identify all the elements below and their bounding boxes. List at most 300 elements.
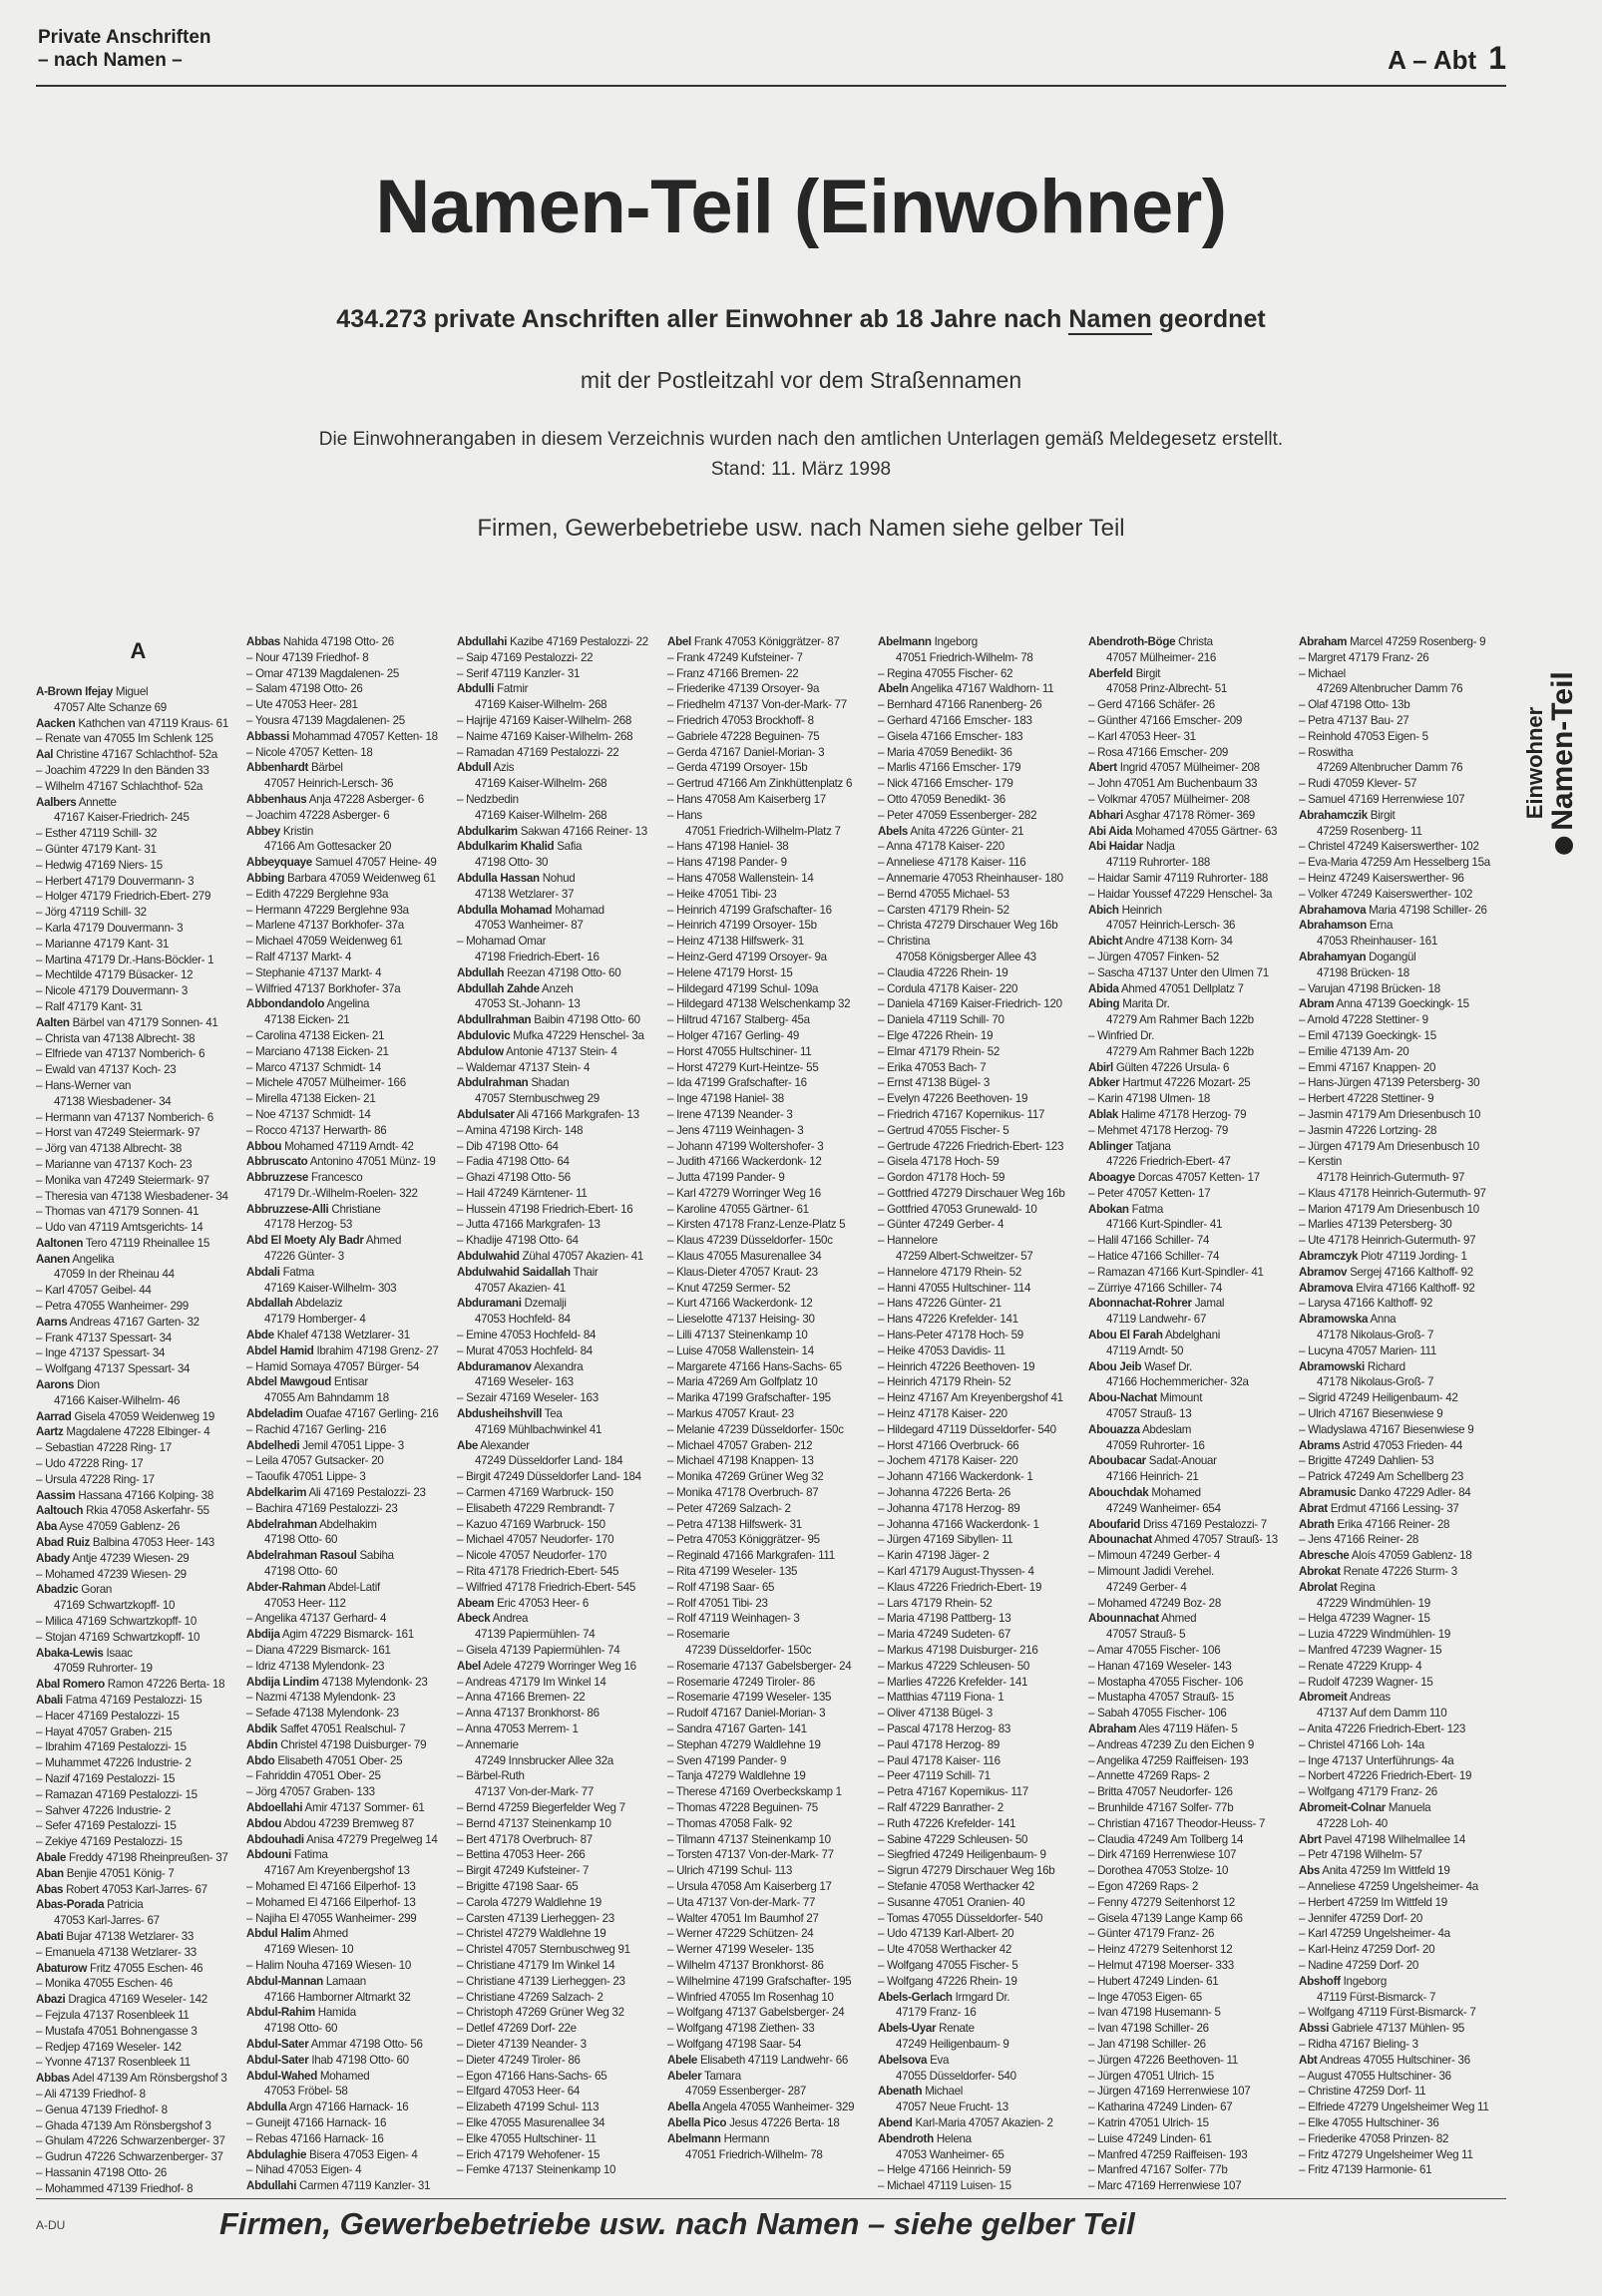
directory-entry xyxy=(667,1517,872,1533)
entry-detail: – Christina xyxy=(878,935,931,949)
entry-detail: 47179 Homberger- 4 xyxy=(264,1313,366,1327)
directory-entry xyxy=(36,1503,240,1519)
directory-entry xyxy=(1088,1737,1293,1753)
entry-detail: – Gordon 47178 Hoch- 59 xyxy=(878,1171,1005,1185)
entry-detail: 47053 Hochfeld- 84 xyxy=(475,1313,571,1327)
entry-detail: Marita Dr. xyxy=(1122,997,1170,1011)
entry-surname: Abramov xyxy=(1299,1265,1348,1279)
entry-surname: Aassim xyxy=(36,1488,76,1502)
directory-entry xyxy=(1299,1532,1503,1548)
directory-entry xyxy=(1088,1060,1293,1076)
entry-detail: – Muhammet 47226 Industrie- 2 xyxy=(36,1756,192,1770)
entry-detail: – Redjep 47169 Weseler- 142 xyxy=(36,2040,182,2054)
entry-detail: – Daniela 47169 Kaiser-Friedrich- 120 xyxy=(878,997,1062,1011)
directory-entry xyxy=(246,1990,451,2006)
entry-surname: Abels-Gerlach xyxy=(878,1990,953,2004)
entry-detail: – Haidar Samir 47119 Ruhrorter- 188 xyxy=(1088,871,1269,885)
entry-detail: – Esther 47119 Schill- 32 xyxy=(36,827,158,841)
entry-surname: Abbou xyxy=(246,1139,282,1153)
entry-detail: – Maria 47269 Am Golfplatz 10 xyxy=(667,1375,818,1389)
directory-entry xyxy=(457,903,661,919)
directory-entry xyxy=(1299,2021,1503,2037)
entry-detail: – Stephanie 47137 Markt- 4 xyxy=(246,965,382,979)
directory-entry xyxy=(878,1659,1082,1675)
entry-detail: – Hannelore 47179 Rhein- 52 xyxy=(878,1265,1022,1279)
entry-detail: – Frank 47137 Spessart- 34 xyxy=(36,1331,172,1344)
directory-entry xyxy=(1299,2084,1503,2100)
entry-detail: – Herbert 47179 Douvermann- 3 xyxy=(36,874,195,888)
entry-surname: Abdulla xyxy=(246,2101,287,2114)
directory-entry xyxy=(878,2178,1082,2194)
entry-detail: – Jürgen 47169 Herrenwiese 107 xyxy=(1088,2085,1251,2099)
entry-detail: – Nick 47166 Emscher- 179 xyxy=(878,777,1013,791)
entry-detail: 47169 Schwartzkopff- 10 xyxy=(54,1599,176,1613)
directory-entry xyxy=(667,1453,872,1469)
entry-detail: – Rudolf 47239 Wagner- 15 xyxy=(1299,1675,1433,1689)
entry-detail: – Carola 47279 Waldlehne 19 xyxy=(457,1895,601,1909)
entry-detail: – Jörg 47057 Graben- 133 xyxy=(246,1785,375,1799)
entry-detail: – Marlies 47139 Petersberg- 30 xyxy=(1299,1218,1452,1232)
column-body xyxy=(457,634,661,2178)
entry-surname: Abdulow xyxy=(457,1044,504,1058)
entry-detail: 47053 Wanheimer- 65 xyxy=(896,2147,1004,2161)
entry-detail: – Angelika 47259 Raiffeisen- 193 xyxy=(1088,1753,1249,1767)
entry-detail: – Johanna 47226 Berta- 26 xyxy=(878,1486,1011,1500)
entry-detail: – Heinz 47138 Hilfswerk- 31 xyxy=(667,935,804,949)
entry-detail: – Udo 47228 Ring- 17 xyxy=(36,1457,144,1471)
entry-detail: – Carolina 47138 Eicken- 21 xyxy=(246,1028,385,1042)
directory-entry xyxy=(1299,697,1503,713)
entry-surname: Abdik xyxy=(246,1722,277,1735)
entry-surname: Abbing xyxy=(246,871,285,885)
entry-detail: – Renate 47229 Krupp- 4 xyxy=(1299,1659,1422,1673)
entry-surname: Ablak xyxy=(1088,1107,1119,1121)
entry-detail: – Hatice 47166 Schiller- 74 xyxy=(1088,1250,1220,1264)
directory-entry xyxy=(1088,1374,1293,1390)
directory-entry xyxy=(36,1803,240,1819)
entry-detail: Bujar 47138 Wetzlarer- 33 xyxy=(66,1929,195,1943)
entry-detail: Adel 47139 Am Rönsbergshof 3 xyxy=(72,2072,227,2086)
directory-entry xyxy=(878,1390,1082,1406)
directory-entry xyxy=(1088,2100,1293,2115)
directory-entry xyxy=(1299,2053,1503,2069)
directory-entry xyxy=(457,981,661,997)
directory-entry xyxy=(1088,634,1293,650)
entry-surname: Abbondandolo xyxy=(246,997,325,1011)
entry-detail: Kristin xyxy=(282,824,313,838)
directory-entry xyxy=(1088,981,1293,997)
directory-entry xyxy=(878,950,1082,965)
entry-detail: Thair xyxy=(573,1265,599,1279)
entry-detail: – Haidar Youssef 47229 Henschel- 3a xyxy=(1088,887,1273,901)
entry-surname: Aanen xyxy=(36,1252,70,1266)
directory-entry xyxy=(1088,1580,1293,1596)
entry-detail: 47166 Hochemmericher- 32a xyxy=(1106,1375,1249,1389)
directory-entry xyxy=(36,1236,240,1252)
directory-entry xyxy=(878,2021,1082,2037)
entry-detail: – Herbert 47259 Im Wittfeld 19 xyxy=(1299,1895,1447,1909)
entry-surname: Abbruscato xyxy=(246,1155,308,1169)
entry-detail: – Gisela 47166 Emscher- 183 xyxy=(878,729,1023,743)
entry-detail: Ammar 47198 Otto- 56 xyxy=(310,2037,423,2051)
entry-detail: – Ramazan 47166 Kurt-Spindler- 41 xyxy=(1088,1265,1264,1279)
entry-surname: Abdelkarim xyxy=(246,1486,307,1500)
entry-surname: Abdali xyxy=(246,1265,280,1279)
entry-detail: Argn 47166 Harnack- 16 xyxy=(288,2101,409,2114)
entry-detail: Anna xyxy=(1370,1313,1397,1327)
directory-entry xyxy=(246,1485,451,1501)
entry-surname: Abdel Hamid xyxy=(246,1343,314,1357)
entry-detail: Rkia 47058 Askerfahr- 55 xyxy=(86,1504,209,1518)
directory-entry xyxy=(36,1361,240,1377)
entry-surname: Abdullahi xyxy=(246,2179,297,2193)
entry-detail: – Knut 47259 Sermer- 52 xyxy=(667,1281,791,1295)
entry-detail: – Yousra 47139 Magdalenen- 25 xyxy=(246,713,405,727)
directory-entry xyxy=(667,760,872,776)
directory-entry xyxy=(1088,1564,1293,1580)
entry-detail: Khalef 47138 Wetzlarer- 31 xyxy=(276,1329,410,1342)
directory-entry xyxy=(246,1012,451,1028)
entry-surname: Abdullah xyxy=(457,965,505,979)
directory-entry xyxy=(667,1469,872,1485)
entry-detail: – Tomas 47055 Düsseldorfer- 540 xyxy=(878,1911,1043,1925)
entry-detail: 47053 Fröbel- 58 xyxy=(264,2085,348,2099)
directory-entry xyxy=(667,776,872,792)
entry-detail: Erna xyxy=(1369,919,1394,933)
directory-entry xyxy=(878,1548,1082,1564)
directory-entry xyxy=(878,981,1082,997)
entry-detail: – Judith 47166 Wackerdonk- 12 xyxy=(667,1155,822,1169)
directory-entry xyxy=(1299,1690,1503,1706)
directory-entry xyxy=(457,1202,661,1218)
directory-entry xyxy=(36,1125,240,1141)
entry-surname: Abokan xyxy=(1088,1202,1129,1216)
entry-surname: Abdul-Wahed xyxy=(246,2069,317,2083)
header-rule xyxy=(36,85,1506,87)
directory-entry xyxy=(1299,1170,1503,1186)
directory-entry xyxy=(36,2103,240,2118)
entry-detail: Jemil 47051 Lippe- 3 xyxy=(302,1438,404,1452)
entry-surname: Abdallah xyxy=(246,1297,293,1311)
entry-detail: – Anna 47053 Merrem- 1 xyxy=(457,1722,579,1735)
entry-detail: – Ulrich 47199 Schul- 113 xyxy=(667,1864,793,1878)
directory-entry xyxy=(1088,1596,1293,1612)
entry-detail: Irmgard Dr. xyxy=(955,1990,1010,2004)
directory-entry xyxy=(36,1519,240,1535)
entry-detail: Kathchen van 47119 Kraus- 61 xyxy=(78,716,228,730)
entry-surname: Aberfeld xyxy=(1088,666,1133,680)
entry-detail: Mufka 47229 Henschel- 3a xyxy=(513,1028,644,1042)
entry-detail: – Joachim 47229 In den Bänden 33 xyxy=(36,763,209,777)
directory-entry xyxy=(1299,713,1503,729)
entry-detail: – Taoufik 47051 Lippe- 3 xyxy=(246,1470,366,1484)
entry-detail: – Maria 47249 Sudeten- 67 xyxy=(878,1628,1011,1642)
entry-detail: – Erika 47053 Bach- 7 xyxy=(878,1060,987,1074)
directory-entry xyxy=(878,808,1082,824)
entry-detail: – Wolfgang 47137 Gabelsberger- 24 xyxy=(667,2006,845,2020)
directory-entry xyxy=(1088,918,1293,934)
entry-detail: 47053 Rheinhauser- 161 xyxy=(1317,935,1438,949)
entry-detail: 47249 Innsbrucker Allee 32a xyxy=(475,1753,613,1767)
directory-entry xyxy=(878,1028,1082,1044)
entry-detail: – Dorothea 47053 Stolze- 10 xyxy=(1088,1864,1229,1878)
directory-entry xyxy=(667,1958,872,1974)
directory-entry xyxy=(878,1942,1082,1958)
directory-entry xyxy=(1088,666,1293,682)
directory-entry xyxy=(246,1611,451,1627)
directory-entry xyxy=(1088,1863,1293,1879)
entry-detail: – Jennifer 47259 Dorf- 20 xyxy=(1299,1911,1422,1925)
entry-detail: – Edith 47229 Berglehne 93a xyxy=(246,887,389,901)
directory-entry xyxy=(1088,808,1293,824)
entry-detail: – Wolfgang 47198 Saar- 54 xyxy=(667,2037,802,2051)
entry-detail: – Karla 47179 Douvermann- 3 xyxy=(36,921,184,935)
entry-detail: – Paul 47178 Kaiser- 116 xyxy=(878,1753,1001,1767)
directory-entry xyxy=(667,1974,872,1990)
directory-entry xyxy=(878,855,1082,871)
directory-entry xyxy=(878,1737,1082,1753)
directory-entry xyxy=(878,965,1082,981)
directory-entry xyxy=(667,1895,872,1911)
directory-entry xyxy=(457,1532,661,1548)
entry-detail: – Petra 47055 Wanheimer- 299 xyxy=(36,1300,189,1314)
entry-detail: – Anneliese 47178 Kaiser- 116 xyxy=(878,856,1026,870)
entry-detail: Erika 47166 Reiner- 28 xyxy=(1337,1517,1450,1531)
entry-detail: – Günter 47179 Franz- 26 xyxy=(1088,1927,1215,1941)
directory-entry xyxy=(878,996,1082,1012)
directory-entry xyxy=(1299,1281,1503,1297)
entry-detail: 47119 Fürst-Bismarck- 7 xyxy=(1317,1990,1436,2004)
directory-entry xyxy=(36,1267,240,1283)
entry-detail: – Hans 47198 Pander- 9 xyxy=(667,856,787,870)
footer-code: A-DU xyxy=(36,2218,66,2232)
directory-entry xyxy=(36,1709,240,1724)
entry-surname: Aaltonen xyxy=(36,1236,84,1250)
directory-entry xyxy=(36,1204,240,1220)
directory-entry xyxy=(457,2053,661,2069)
entry-detail: Erdmut 47166 Lessing- 37 xyxy=(1330,1501,1459,1515)
entry-detail: – Hiltrud 47167 Stalberg- 45a xyxy=(667,1013,810,1027)
entry-detail: – Ruth 47226 Krefelder- 141 xyxy=(878,1816,1016,1830)
entry-detail: – Omar 47139 Magdalenen- 25 xyxy=(246,666,400,680)
entry-detail: Robert 47053 Karl-Jarres- 67 xyxy=(66,1882,207,1896)
entry-detail: Tero 47119 Rheinallee 15 xyxy=(85,1236,209,1250)
entry-detail: – Wilhelm 47167 Schlachthof- 52a xyxy=(36,779,202,793)
entry-detail: – Stojan 47169 Schwartzkopff- 10 xyxy=(36,1630,200,1644)
entry-surname: Abendroth xyxy=(878,2131,934,2145)
entry-detail: – Fritz 47279 Ungelsheimer Weg 11 xyxy=(1299,2147,1473,2161)
directory-entry xyxy=(246,2084,451,2100)
entry-detail: Fatma xyxy=(1131,1202,1163,1216)
entry-detail: Shadan xyxy=(531,1076,570,1090)
entry-detail: – Rosemarie 47199 Weseler- 135 xyxy=(667,1691,832,1705)
entry-surname: Abady xyxy=(36,1551,70,1565)
entry-detail: Jamal xyxy=(1194,1297,1225,1311)
directory-entry xyxy=(36,983,240,999)
entry-detail: Renate xyxy=(939,2022,975,2036)
entry-detail: – Hans xyxy=(667,808,702,822)
entry-detail: 47198 Otto- 60 xyxy=(264,1565,338,1579)
directory-entry xyxy=(246,839,451,855)
directory-entry xyxy=(878,1422,1082,1438)
directory-entry xyxy=(1088,839,1293,855)
column-body xyxy=(36,684,240,2197)
entry-detail: – Nihad 47053 Eigen- 4 xyxy=(246,2163,362,2177)
directory-entry xyxy=(246,1296,451,1312)
directory-entry xyxy=(457,1390,661,1406)
directory-entry xyxy=(667,1643,872,1659)
entry-detail: – Annemarie 47053 Rheinhauser- 180 xyxy=(878,871,1063,885)
entry-surname: Abadzic xyxy=(36,1583,79,1597)
entry-detail: 47137 Von-der-Mark- 77 xyxy=(475,1785,595,1799)
directory-entry xyxy=(667,1722,872,1737)
entry-detail: Ingrid 47057 Mülheimer- 208 xyxy=(1119,761,1260,775)
entry-detail: – Stephan 47279 Waldlehne 19 xyxy=(667,1737,821,1751)
directory-entry xyxy=(667,1611,872,1627)
entry-detail: – Dirk 47169 Herrenwiese 107 xyxy=(1088,1848,1237,1862)
section-letter: A xyxy=(130,638,147,663)
entry-detail: 47279 Am Rahmer Bach 122b xyxy=(1106,1013,1254,1027)
directory-entry xyxy=(246,1328,451,1343)
entry-detail: Ouafae 47167 Gerling- 216 xyxy=(305,1407,439,1421)
entry-detail: – Gerda 47167 Daniel-Morian- 3 xyxy=(667,745,825,759)
entry-detail: Anja 47228 Asberger- 6 xyxy=(308,792,424,806)
directory-entry xyxy=(246,934,451,950)
directory-entry xyxy=(36,1094,240,1110)
entry-detail: – Horst 47279 Kurt-Heintze- 55 xyxy=(667,1060,819,1074)
entry-detail: 47198 Otto- 60 xyxy=(264,1533,338,1547)
entry-detail: – Johanna 47166 Wackerdonk- 1 xyxy=(878,1517,1039,1531)
directory-entry xyxy=(36,731,240,747)
entry-detail: Nadja xyxy=(1145,840,1175,854)
directory-entry xyxy=(1088,1265,1293,1281)
entry-detail: Barbara 47059 Weidenweg 61 xyxy=(287,871,436,885)
directory-entry xyxy=(246,1879,451,1895)
directory-entry xyxy=(878,903,1082,919)
entry-surname: Abbey xyxy=(246,824,280,838)
entry-detail: – Emilie 47139 Am- 20 xyxy=(1299,1044,1409,1058)
entry-detail: 47059 Ruhrorter- 19 xyxy=(54,1662,153,1676)
directory-entry xyxy=(1299,1564,1503,1580)
entry-surname: Abs xyxy=(1299,1864,1321,1878)
directory-entry xyxy=(1088,1926,1293,1942)
entry-detail: – Daniela 47119 Schill- 70 xyxy=(878,1013,1004,1027)
entry-detail: Dogangül xyxy=(1369,950,1416,963)
directory-entry xyxy=(667,1627,872,1643)
directory-entry xyxy=(246,950,451,965)
entry-detail: Pavel 47198 Wilhelmallee 14 xyxy=(1324,1832,1465,1846)
entry-detail: – Petr 47198 Wilhelm- 57 xyxy=(1299,1848,1422,1862)
entry-surname: Aarrad xyxy=(36,1409,72,1423)
entry-detail: – Manfred 47239 Wagner- 15 xyxy=(1299,1644,1442,1657)
directory-entry xyxy=(878,1532,1082,1548)
directory-entry xyxy=(1088,1532,1293,1548)
directory-entry xyxy=(667,934,872,950)
column-6 xyxy=(1088,634,1293,2193)
directory-entry xyxy=(667,1784,872,1800)
entry-detail: – Mohamad Omar xyxy=(457,935,547,949)
directory-entry xyxy=(1299,1659,1503,1675)
entry-detail: – Heinrich 47226 Beethoven- 19 xyxy=(878,1359,1035,1373)
directory-entry xyxy=(667,1343,872,1359)
entry-surname: Abend xyxy=(878,2115,913,2129)
entry-detail: – Lars 47179 Rhein- 52 xyxy=(878,1596,993,1610)
directory-entry xyxy=(457,1863,661,1879)
directory-entry xyxy=(457,1012,661,1028)
entry-detail: Tamara xyxy=(704,2069,741,2083)
directory-entry xyxy=(457,2084,661,2100)
directory-entry xyxy=(457,2115,661,2131)
entry-surname: Abal Romero xyxy=(36,1678,105,1692)
entry-detail: 47059 In der Rheinau 44 xyxy=(54,1268,175,1282)
directory-entry xyxy=(1299,1958,1503,1974)
directory-entry xyxy=(457,2021,661,2037)
entry-detail: – Gottfried 47053 Grunewald- 10 xyxy=(878,1202,1037,1216)
directory-entry xyxy=(246,1548,451,1564)
entry-surname: Abde xyxy=(246,1329,274,1342)
bullet-icon xyxy=(1555,837,1573,855)
entry-detail: – Michael 47057 Graben- 212 xyxy=(667,1438,813,1452)
entry-detail: Hassana 47166 Kolping- 38 xyxy=(78,1488,213,1502)
entry-detail: – Melanie 47239 Düsseldorfer- 150c xyxy=(667,1422,844,1436)
entry-detail: – Emil 47139 Goeckingk- 15 xyxy=(1299,1028,1436,1042)
directory-entry xyxy=(1088,1217,1293,1233)
directory-entry xyxy=(667,1170,872,1186)
directory-entry xyxy=(667,1075,872,1091)
entry-detail: – Günter 47249 Gerber- 4 xyxy=(878,1218,1004,1232)
directory-entry xyxy=(1299,1485,1503,1501)
entry-detail: – Hans-Werner van xyxy=(36,1078,132,1092)
directory-entry xyxy=(878,1453,1082,1469)
entry-detail: – Bernhard 47166 Ranenberg- 26 xyxy=(878,698,1042,712)
directory-entry xyxy=(1088,1753,1293,1769)
directory-entry xyxy=(1088,1453,1293,1469)
entry-detail: – Wolfgang 47179 Franz- 26 xyxy=(1299,1785,1437,1799)
directory-entry xyxy=(1088,1847,1293,1863)
date-note: Stand: 11. März 1998 xyxy=(710,459,892,480)
directory-entry xyxy=(246,2147,451,2163)
entry-surname: Abdul-Sater xyxy=(246,2037,309,2051)
directory-entry xyxy=(36,763,240,779)
entry-detail: – Hans-Peter 47178 Hoch- 59 xyxy=(878,1329,1023,1342)
entry-detail: – Katrin 47051 Ulrich- 15 xyxy=(1088,2115,1209,2129)
entry-detail: 47119 Arndt- 50 xyxy=(1106,1343,1184,1357)
entry-detail: – Thomas van 47179 Sonnen- 41 xyxy=(36,1205,200,1219)
entry-detail: – Naime 47169 Kaiser-Wilhelm- 268 xyxy=(457,729,633,743)
entry-surname: Aba xyxy=(36,1520,58,1534)
entry-surname: Abssi xyxy=(1299,2022,1330,2036)
directory-entry xyxy=(246,1659,451,1675)
entry-detail: – Sigrun 47279 Dirschauer Weg 16b xyxy=(878,1864,1055,1878)
directory-entry xyxy=(667,1281,872,1297)
directory-entry xyxy=(667,1265,872,1281)
entry-detail: – Jürgen 47051 Ulrich- 15 xyxy=(1088,2069,1214,2083)
entry-detail: Ihab 47198 Otto- 60 xyxy=(311,2053,409,2067)
entry-detail: – Rudi 47059 Klever- 57 xyxy=(1299,777,1417,791)
directory-entry xyxy=(36,716,240,732)
entry-surname: Abrat xyxy=(1299,1501,1328,1515)
entry-detail: – Irene 47139 Neander- 3 xyxy=(667,1107,793,1121)
entry-surname: Abbruzzese xyxy=(246,1171,309,1185)
directory-entry xyxy=(878,1926,1082,1942)
directory-entry xyxy=(246,2005,451,2021)
directory-entry xyxy=(36,1299,240,1315)
entry-detail: Regina xyxy=(1340,1580,1376,1594)
directory-entry xyxy=(1299,776,1503,792)
entry-detail: Gabriele 47137 Mühlen- 95 xyxy=(1332,2022,1465,2036)
directory-entry xyxy=(246,1753,451,1769)
directory-entry xyxy=(36,1315,240,1331)
